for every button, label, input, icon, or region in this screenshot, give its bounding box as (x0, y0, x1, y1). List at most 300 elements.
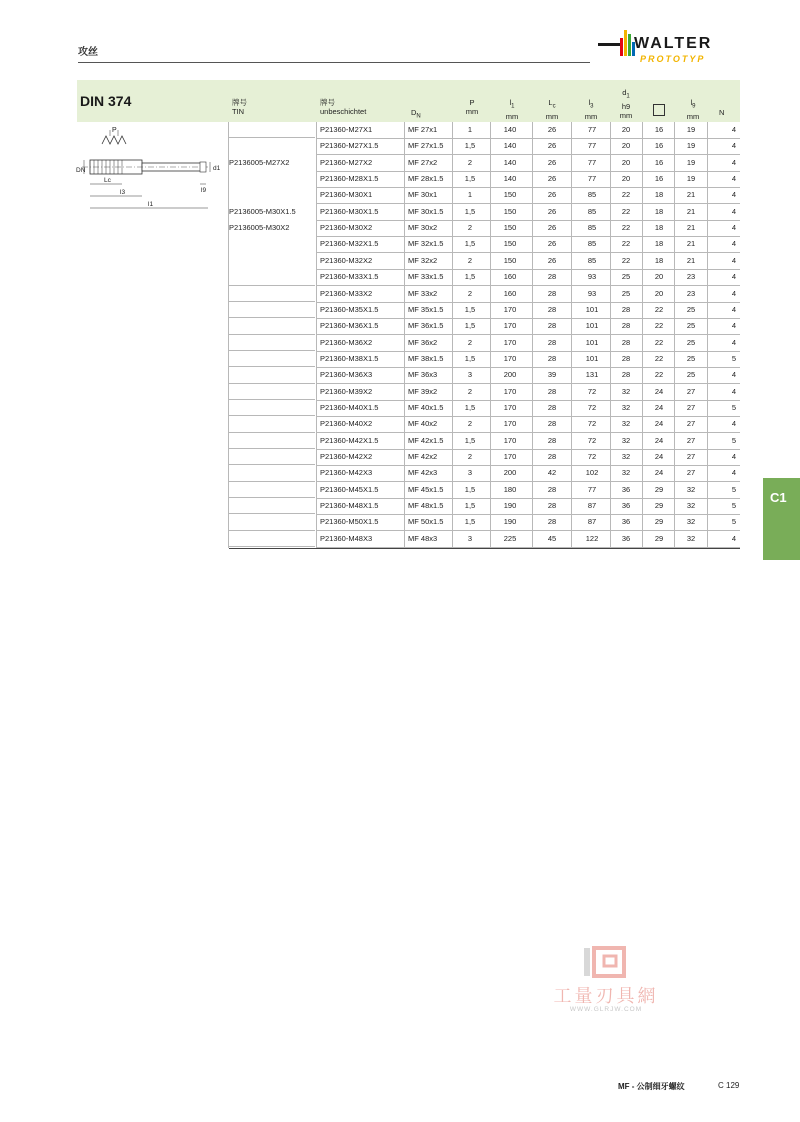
cell-sq: 24 (654, 468, 664, 478)
header-tin: 牌号 TIN (232, 98, 247, 116)
header-d1: $d_1$ h9 mm (619, 88, 633, 120)
cell-n: 4 (731, 206, 736, 216)
cell-art: P21360-M40X2 (320, 419, 373, 429)
cell-n: 5 (731, 484, 736, 494)
cell-l9: 25 (686, 353, 696, 363)
cell-dn: MF 33x1.5 (408, 272, 444, 282)
cell-lc: 28 (547, 288, 557, 298)
cell-p: 2 (467, 337, 473, 347)
cell-d1: 32 (621, 452, 631, 461)
tin-divider (229, 546, 315, 547)
table-row (316, 335, 740, 352)
cell-art: P21360-M36X3 (320, 370, 373, 380)
cell-l1: 140 (503, 125, 517, 134)
cell-art: P21360-M50X1.5 (320, 517, 379, 527)
tin-divider (229, 137, 315, 138)
cell-sq: 29 (654, 484, 664, 494)
tin-cell (229, 335, 315, 351)
cell-l1: 190 (503, 501, 517, 511)
cell-art: P21360-M27X2 (320, 157, 373, 167)
watermark (536, 944, 676, 1024)
cell-sq: 18 (654, 223, 664, 233)
header-rule (78, 62, 590, 63)
cell-p: 1,5 (464, 435, 476, 445)
cell-d1: 20 (621, 174, 631, 184)
table-row (316, 253, 740, 270)
page-number: C 129 (718, 1081, 740, 1090)
cell-l1: 170 (503, 435, 517, 445)
watermark-url: WWW.GLRJW.COM (569, 1006, 643, 1013)
table-row (316, 367, 740, 384)
cell-d1: 36 (621, 517, 631, 527)
tin-cell (229, 433, 315, 449)
cell-art: P21360-M42X1.5 (320, 435, 379, 445)
tin-value: P2136005-M27X2 (229, 157, 290, 167)
section-title: 攻丝 (78, 47, 98, 58)
table-row (316, 155, 740, 172)
footer-section: MF - 公制细牙螺纹 (618, 1082, 685, 1091)
cell-lc: 26 (547, 255, 557, 265)
cell-p: 2 (467, 157, 473, 167)
cell-l9: 32 (686, 484, 696, 494)
cell-l9: 32 (686, 501, 696, 511)
cell-sq: 20 (654, 272, 664, 282)
cell-art: P21360-M40X1.5 (320, 402, 379, 412)
cell-l3: 72 (587, 452, 597, 461)
cell-lc: 45 (547, 533, 557, 543)
cell-dn: MF 42x3 (408, 468, 438, 478)
cell-p: 1,5 (464, 517, 476, 527)
cell-l3: 122 (585, 533, 599, 543)
cell-sq: 24 (654, 386, 664, 396)
tin-cell (229, 514, 315, 530)
cell-lc: 28 (547, 517, 557, 527)
cell-sq: 22 (654, 370, 664, 380)
label-p: P (112, 127, 117, 134)
cell-dn: MF 28x1.5 (408, 174, 444, 184)
cell-d1: 22 (621, 190, 631, 200)
header-lc: $L_c$ mm (545, 98, 559, 121)
table-row (316, 302, 740, 319)
table-row (316, 465, 740, 482)
tin-cell (229, 302, 315, 318)
cell-l1: 160 (503, 272, 517, 282)
cell-l3: 77 (587, 157, 597, 167)
cell-l9: 27 (686, 435, 696, 445)
cell-l3: 77 (587, 484, 597, 494)
cell-lc: 26 (547, 190, 557, 200)
tin-cell (229, 531, 315, 547)
cell-d1: 28 (621, 304, 631, 314)
tin-divider (229, 285, 315, 286)
cell-sq: 18 (654, 206, 664, 216)
cell-l3: 85 (587, 206, 597, 216)
cell-art: P21360-M36X2 (320, 337, 373, 347)
cell-sq: 29 (654, 517, 664, 527)
cell-l3: 101 (585, 321, 599, 331)
cell-dn: MF 30x2 (408, 223, 438, 233)
tin-divider (229, 383, 315, 384)
cell-lc: 28 (547, 304, 557, 314)
cell-d1: 28 (621, 353, 631, 363)
cell-sq: 22 (654, 321, 664, 331)
tin-cell (229, 138, 315, 154)
tin-divider (229, 415, 315, 416)
cell-p: 2 (467, 452, 473, 461)
cell-lc: 26 (547, 157, 557, 167)
tin-cell (229, 498, 315, 514)
cell-l9: 23 (686, 288, 696, 298)
cell-l9: 21 (686, 206, 696, 216)
cell-d1: 22 (621, 255, 631, 265)
table-row (316, 498, 740, 515)
tin-divider (229, 464, 315, 465)
cell-sq: 24 (654, 402, 664, 412)
header-n: N (719, 108, 725, 117)
cell-p: 1 (467, 190, 473, 200)
cell-art: P21360-M32X2 (320, 255, 373, 265)
cell-dn: MF 36x2 (408, 337, 438, 347)
cell-l3: 72 (587, 435, 597, 445)
cell-lc: 26 (547, 125, 557, 134)
cell-p: 3 (467, 468, 473, 478)
cell-n: 4 (731, 255, 736, 265)
cell-dn: MF 45x1.5 (408, 484, 444, 494)
tin-cell (229, 155, 315, 171)
cell-l9: 19 (686, 174, 696, 184)
cell-lc: 28 (547, 435, 557, 445)
cell-p: 3 (467, 533, 473, 543)
cell-l1: 170 (503, 353, 517, 363)
cell-n: 4 (731, 533, 736, 543)
cell-l3: 77 (587, 174, 597, 184)
header-article: 牌号 unbeschichtet (320, 98, 367, 116)
label-dn: DN (76, 167, 86, 174)
cell-n: 4 (731, 288, 736, 298)
cell-sq: 24 (654, 435, 664, 445)
cell-l1: 170 (503, 386, 517, 396)
cell-n: 5 (731, 501, 736, 511)
cell-sq: 16 (654, 157, 664, 167)
cell-d1: 28 (621, 337, 631, 347)
tin-cell (229, 269, 315, 285)
cell-n: 4 (731, 419, 736, 429)
cell-l9: 19 (686, 157, 696, 167)
cell-sq: 16 (654, 125, 664, 134)
cell-n: 4 (731, 239, 736, 249)
table-row (316, 236, 740, 253)
cell-l3: 85 (587, 223, 597, 233)
chapter-tab (763, 478, 800, 560)
table-row (316, 204, 740, 221)
tin-cell (229, 122, 315, 138)
chapter-tab-label: C1 (770, 490, 787, 505)
cell-d1: 22 (621, 223, 631, 233)
cell-l9: 25 (686, 370, 696, 380)
tin-cell (229, 171, 315, 187)
cell-art: P21360-M48X3 (320, 533, 373, 543)
cell-lc: 28 (547, 419, 557, 429)
cell-l1: 190 (503, 517, 517, 527)
cell-l1: 170 (503, 337, 517, 347)
tin-cell (229, 482, 315, 498)
cell-p: 1,5 (464, 239, 476, 249)
tin-divider (229, 366, 315, 367)
cell-dn: MF 27x1 (408, 125, 438, 134)
tin-divider (229, 334, 315, 335)
cell-l3: 72 (587, 419, 597, 429)
cell-l9: 25 (686, 304, 696, 314)
cell-dn: MF 38x1.5 (408, 353, 444, 363)
cell-lc: 28 (547, 402, 557, 412)
cell-p: 1,5 (464, 402, 476, 412)
table-header-band (77, 80, 740, 122)
cell-d1: 36 (621, 484, 631, 494)
cell-sq: 18 (654, 239, 664, 249)
cell-l9: 21 (686, 239, 696, 249)
cell-dn: MF 39x2 (408, 386, 438, 396)
cell-lc: 28 (547, 484, 557, 494)
cell-sq: 22 (654, 337, 664, 347)
watermark-logo-icon (536, 944, 676, 984)
cell-art: P21360-M35X1.5 (320, 304, 379, 314)
table-row (316, 122, 740, 139)
cell-l1: 200 (503, 468, 517, 478)
cell-art: P21360-M38X1.5 (320, 353, 379, 363)
cell-l1: 180 (503, 484, 517, 494)
cell-dn: MF 32x1.5 (408, 239, 444, 249)
tin-cell (229, 187, 315, 203)
table-row (316, 351, 740, 368)
cell-dn: MF 42x2 (408, 452, 438, 461)
cell-l1: 170 (503, 419, 517, 429)
cell-dn: MF 30x1 (408, 190, 438, 200)
cell-n: 4 (731, 190, 736, 200)
cell-d1: 22 (621, 239, 631, 249)
table-title: DIN 374 (80, 93, 132, 109)
cell-l9: 27 (686, 452, 696, 461)
cell-n: 5 (731, 517, 736, 527)
cell-n: 4 (731, 452, 736, 461)
cell-art: P21360-M28X1.5 (320, 174, 379, 184)
cell-dn: MF 35x1.5 (408, 304, 444, 314)
cell-l1: 170 (503, 304, 517, 314)
cell-sq: 18 (654, 190, 664, 200)
cell-lc: 28 (547, 353, 557, 363)
cell-lc: 26 (547, 239, 557, 249)
table-row (316, 220, 740, 237)
cell-l1: 170 (503, 321, 517, 331)
cell-l3: 101 (585, 337, 599, 347)
cell-l3: 77 (587, 125, 597, 134)
table-row (316, 531, 740, 548)
cell-d1: 36 (621, 533, 631, 543)
cell-sq: 22 (654, 304, 664, 314)
cell-n: 4 (731, 272, 736, 282)
cell-sq: 16 (654, 141, 664, 151)
cell-l1: 170 (503, 402, 517, 412)
cell-l9: 27 (686, 402, 696, 412)
label-d1: d1 (213, 165, 221, 172)
cell-art: P21360-M32X1.5 (320, 239, 379, 249)
cell-l9: 32 (686, 517, 696, 527)
tin-cell (229, 220, 315, 236)
cell-p: 1,5 (464, 321, 476, 331)
table-row (316, 400, 740, 417)
cell-dn: MF 40x2 (408, 419, 438, 429)
cell-sq: 24 (654, 452, 664, 461)
cell-l9: 25 (686, 337, 696, 347)
cell-dn: MF 32x2 (408, 255, 438, 265)
tin-divider (229, 317, 315, 318)
logo-bars-icon (598, 26, 638, 56)
cell-dn: MF 30x1.5 (408, 206, 444, 216)
cell-l3: 93 (587, 288, 597, 298)
cell-n: 4 (731, 337, 736, 347)
cell-lc: 28 (547, 337, 557, 347)
cell-n: 4 (731, 141, 736, 151)
cell-l9: 19 (686, 125, 696, 134)
cell-n: 4 (731, 386, 736, 396)
cell-n: 4 (731, 223, 736, 233)
label-lc: Lc (104, 177, 111, 184)
cell-art: P21360-M42X3 (320, 468, 373, 478)
cell-d1: 36 (621, 501, 631, 511)
tin-divider (229, 399, 315, 400)
cell-lc: 26 (547, 206, 557, 216)
cell-n: 4 (731, 157, 736, 167)
cell-l9: 27 (686, 386, 696, 396)
cell-art: P21360-M30X1.5 (320, 206, 379, 216)
cell-l1: 150 (503, 239, 517, 249)
cell-l9: 25 (686, 321, 696, 331)
cell-l1: 140 (503, 157, 517, 167)
tin-divider (229, 432, 315, 433)
cell-sq: 29 (654, 533, 664, 543)
cell-l9: 21 (686, 190, 696, 200)
cell-l3: 77 (587, 141, 597, 151)
table-row (316, 171, 740, 188)
cell-p: 1,5 (464, 304, 476, 314)
label-l1: l1 (148, 201, 154, 208)
cell-lc: 26 (547, 141, 557, 151)
cell-d1: 22 (621, 206, 631, 216)
tin-cell (229, 400, 315, 416)
cell-n: 4 (731, 321, 736, 331)
cell-dn: MF 48x3 (408, 533, 438, 543)
table-row (316, 416, 740, 433)
cell-art: P21360-M33X2 (320, 288, 373, 298)
cell-l3: 131 (585, 370, 599, 380)
cell-n: 4 (731, 304, 736, 314)
watermark-text: 工量刃具網 (553, 986, 659, 1007)
cell-l3: 101 (585, 353, 599, 363)
header-l3: $l_3$ mm (584, 98, 598, 121)
cell-art: P21360-M27X1 (320, 125, 373, 134)
tin-divider (229, 497, 315, 498)
cell-l3: 102 (585, 468, 599, 478)
cell-art: P21360-M27X1.5 (320, 141, 379, 151)
cell-l3: 85 (587, 190, 597, 200)
tin-cell (229, 367, 315, 383)
cell-l3: 87 (587, 517, 597, 527)
cell-sq: 18 (654, 255, 664, 265)
square-icon (653, 104, 665, 116)
cell-l9: 27 (686, 468, 696, 478)
tin-cell (229, 384, 315, 400)
tin-divider (229, 301, 315, 302)
cell-sq: 20 (654, 288, 664, 298)
cell-d1: 20 (621, 157, 631, 167)
header-dn: $D_N$ (411, 108, 421, 120)
cell-l9: 27 (686, 419, 696, 429)
cell-l9: 21 (686, 255, 696, 265)
cell-art: P21360-M48X1.5 (320, 501, 379, 511)
table-row (316, 384, 740, 401)
walter-logo (598, 26, 744, 70)
cell-p: 1,5 (464, 501, 476, 511)
cell-lc: 26 (547, 174, 557, 184)
cell-p: 2 (467, 288, 473, 298)
label-l3: l3 (120, 189, 126, 196)
tin-cell (229, 236, 315, 252)
tin-divider (229, 513, 315, 514)
cell-l1: 140 (503, 174, 517, 184)
table-row (316, 318, 740, 335)
cell-lc: 26 (547, 223, 557, 233)
table-row (316, 286, 740, 303)
cell-art: P21360-M39X2 (320, 386, 373, 396)
cell-l3: 85 (587, 239, 597, 249)
table-row (316, 449, 740, 466)
tin-divider (229, 448, 315, 449)
cell-dn: MF 42x1.5 (408, 435, 444, 445)
table-bottom-rule (229, 548, 740, 549)
cell-art: P21360-M45X1.5 (320, 484, 379, 494)
cell-dn: MF 48x1.5 (408, 501, 444, 511)
tin-divider (229, 481, 315, 482)
cell-dn: MF 27x1.5 (408, 141, 444, 151)
cell-n: 4 (731, 468, 736, 478)
cell-lc: 28 (547, 321, 557, 331)
cell-dn: MF 36x3 (408, 370, 438, 380)
cell-d1: 20 (621, 141, 631, 151)
tin-divider (229, 350, 315, 351)
cell-art: P21360-M30X2 (320, 223, 373, 233)
tin-divider (229, 530, 315, 531)
tin-cell (229, 465, 315, 481)
label-l9: l9 (201, 187, 207, 194)
tin-cell (229, 449, 315, 465)
cell-p: 1,5 (464, 174, 476, 184)
tin-value: P2136005-M30X1.5 (229, 206, 296, 216)
tin-cell (229, 318, 315, 334)
cell-l3: 93 (587, 272, 597, 282)
cell-lc: 28 (547, 452, 557, 461)
table-row (316, 138, 740, 155)
cell-d1: 28 (621, 321, 631, 331)
cell-n: 5 (731, 402, 736, 412)
cell-p: 2 (467, 255, 473, 265)
cell-p: 1,5 (464, 141, 476, 151)
header-l1: $l_1$ mm (505, 98, 519, 121)
cell-d1: 32 (621, 402, 631, 412)
tap-drawing (76, 122, 226, 214)
cell-d1: 32 (621, 435, 631, 445)
cell-l1: 200 (503, 370, 517, 380)
cell-sq: 16 (654, 174, 664, 184)
cell-l3: 101 (585, 304, 599, 314)
